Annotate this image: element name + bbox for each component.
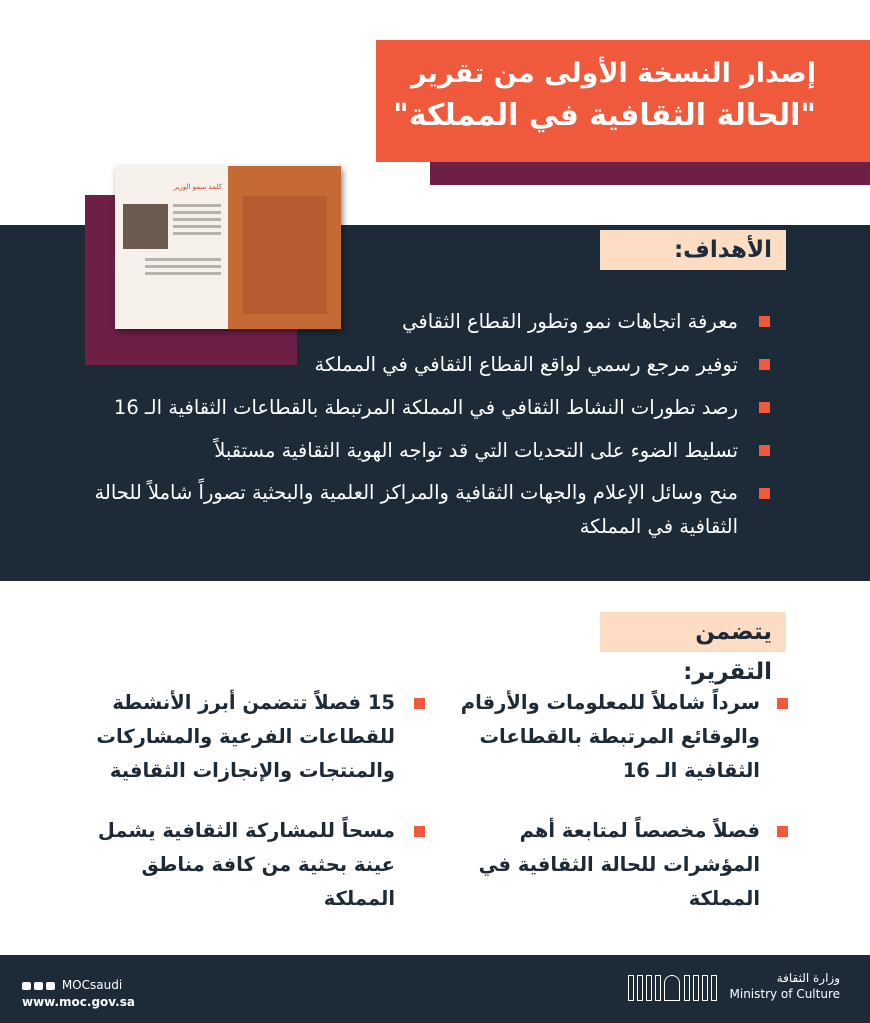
twitter-icon[interactable] xyxy=(22,982,31,990)
title-banner xyxy=(376,40,870,162)
footer-contact xyxy=(22,977,135,1011)
report-item: 15 فصلاً تتضمن أبرز الأنشطة للقطاعات الفرعية والمشاركات والمنتجات والإنجازات الثقافية xyxy=(95,686,395,788)
youtube-icon[interactable] xyxy=(46,982,55,990)
square-bullet-icon xyxy=(414,826,425,837)
book-heading: كلمة سمو الوزير xyxy=(173,183,222,191)
report-item: مسحاً للمشاركة الثقافية يشمل عينة بحثية من كافة مناطق المملكة xyxy=(95,814,395,916)
goal-item: رصد تطورات النشاط الثقافي في المملكة المرتبطة بالقطاعات الثقافية الـ 16 xyxy=(80,386,770,429)
square-bullet-icon xyxy=(759,359,770,370)
book-building-illustration xyxy=(243,196,327,314)
title-line-1: إصدار النسخة الأولى من تقرير xyxy=(411,58,816,89)
square-bullet-icon xyxy=(759,445,770,456)
goals-list xyxy=(80,300,770,544)
goal-item: تسليط الضوء على التحديات التي قد تواجه الهوية الثقافية مستقبلاً xyxy=(80,429,770,472)
ministry-name-arabic: وزارة الثقافة xyxy=(776,971,840,985)
square-bullet-icon xyxy=(777,698,788,709)
book-portrait-photo xyxy=(123,204,168,249)
square-bullet-icon xyxy=(759,488,770,499)
ministry-logo-icon xyxy=(628,975,722,1001)
goals-heading: الأهداف: xyxy=(600,230,786,270)
book-text-line xyxy=(173,204,221,207)
ministry-name xyxy=(730,970,841,1002)
square-bullet-icon xyxy=(414,698,425,709)
goal-item: منح وسائل الإعلام والجهات الثقافية والمراكز العلمية والبحثية تصوراً شاملاً للحالة الثقافية في المملكة xyxy=(80,472,770,544)
book-text-line xyxy=(145,272,221,275)
book-text-line xyxy=(145,265,221,268)
square-bullet-icon xyxy=(759,402,770,413)
book-text-line xyxy=(173,232,221,235)
report-item: فصلاً مخصصاً لمتابعة أهم المؤشرات للحالة الثقافية في المملكة xyxy=(460,814,760,916)
title-line-2: "الحالة الثقافية في المملكة" xyxy=(393,98,816,133)
social-handle[interactable]: MOCsaudi xyxy=(61,978,123,992)
book-text-line xyxy=(173,218,221,221)
instagram-icon[interactable] xyxy=(34,982,43,990)
goal-item: معرفة اتجاهات نمو وتطور القطاع الثقافي xyxy=(80,300,770,343)
book-text-line xyxy=(173,225,221,228)
book-text-line xyxy=(173,211,221,214)
goal-item: توفير مرجع رسمي لواقع القطاع الثقافي في المملكة xyxy=(80,343,770,386)
website-link[interactable]: www.moc.gov.sa xyxy=(22,995,135,1009)
square-bullet-icon xyxy=(759,316,770,327)
ministry-name-english: Ministry of Culture xyxy=(729,987,840,1001)
report-item: سرداً شاملاً للمعلومات والأرقام والوقائع المرتبطة بالقطاعات الثقافية الـ 16 xyxy=(460,686,760,788)
square-bullet-icon xyxy=(777,826,788,837)
book-text-line xyxy=(145,258,221,261)
report-heading: يتضمن التقرير: xyxy=(600,612,786,652)
